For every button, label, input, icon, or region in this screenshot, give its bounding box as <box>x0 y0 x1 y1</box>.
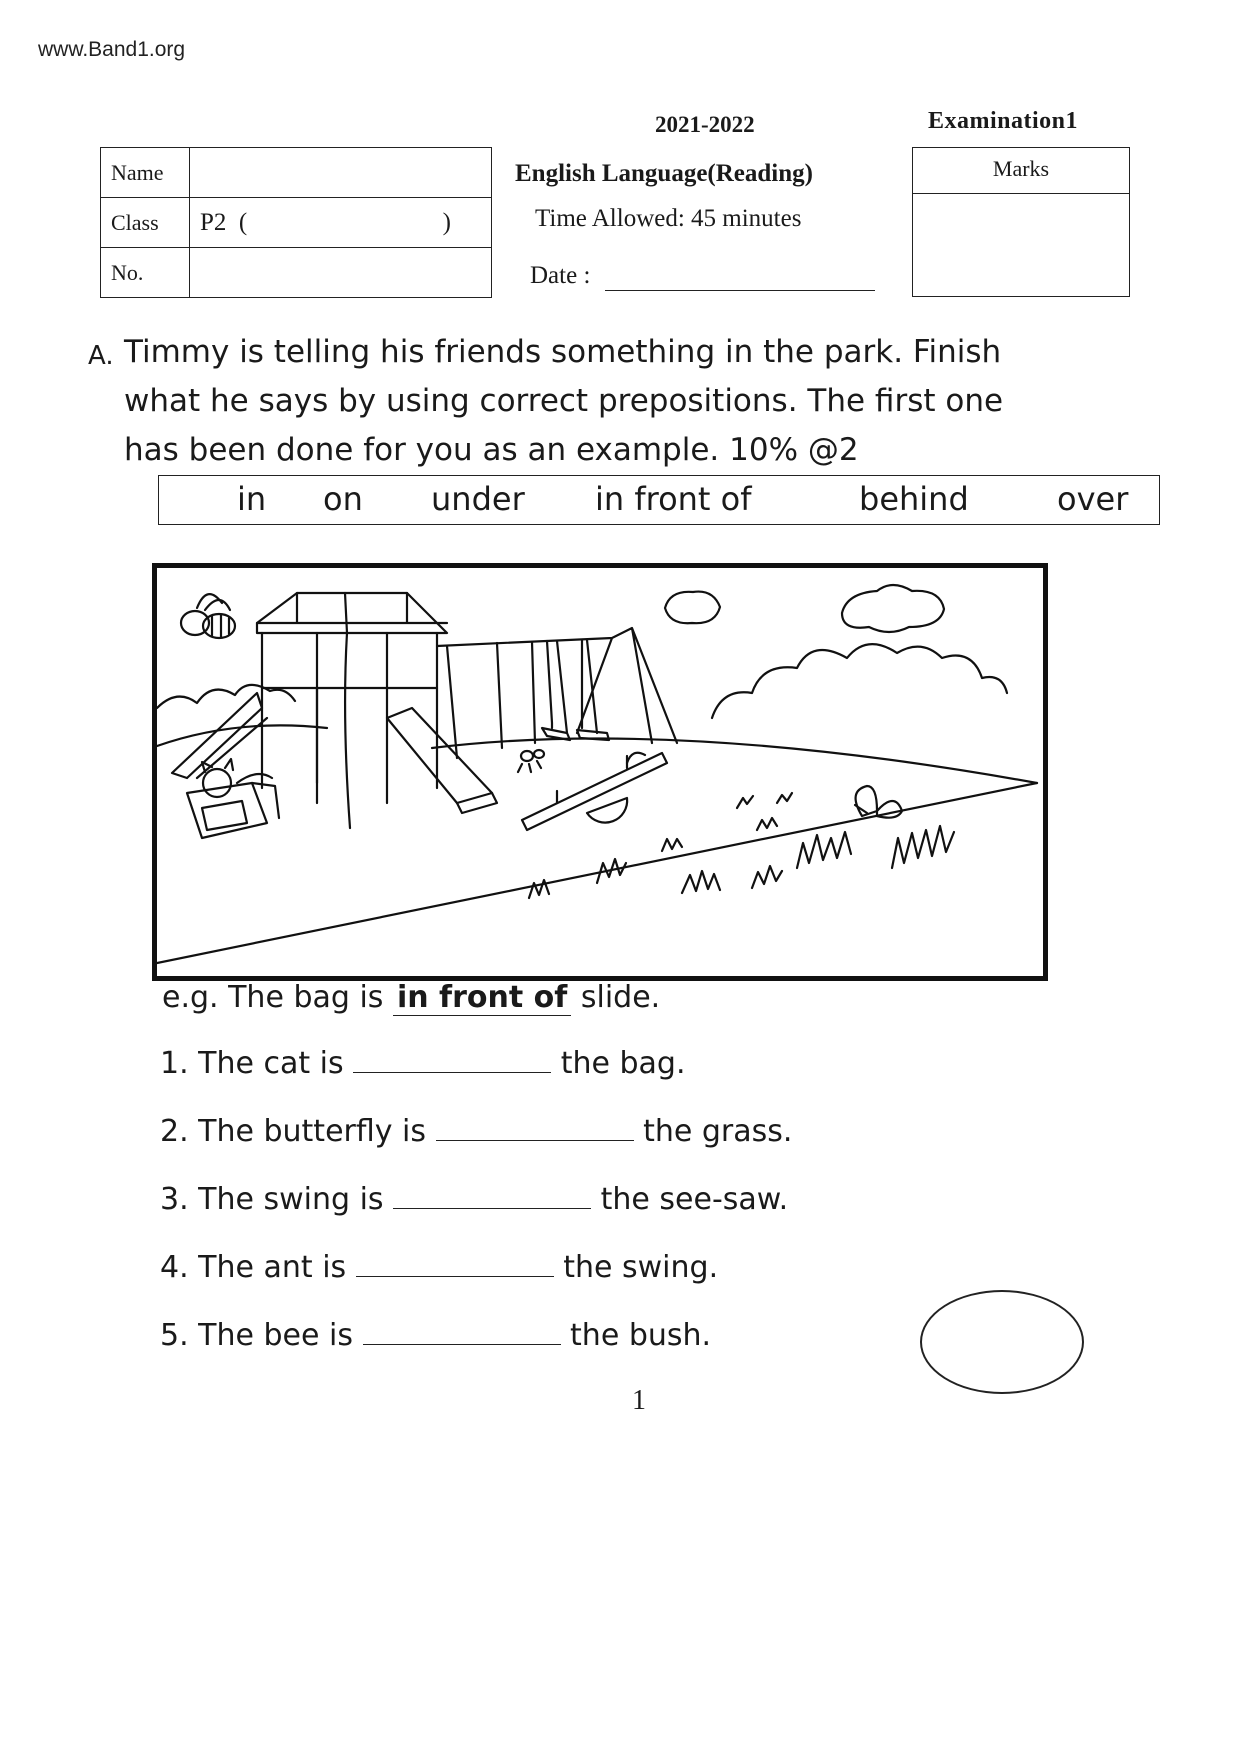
slide-left <box>172 693 262 778</box>
school-year: 2021-2022 <box>655 112 755 137</box>
bag-icon <box>187 783 279 838</box>
roof <box>257 593 447 633</box>
exam-title: Examination1 <box>928 108 1079 134</box>
grass-icon <box>597 859 626 883</box>
marks-box <box>912 147 1130 297</box>
name-field[interactable] <box>190 148 492 198</box>
horizon-line <box>157 725 327 746</box>
grass-icon <box>757 818 777 830</box>
score-oval[interactable] <box>920 1290 1084 1394</box>
cloud-icon <box>842 585 944 632</box>
example-answer: in front of <box>393 980 571 1016</box>
class-label: Class <box>101 198 190 248</box>
word-bank-item: under <box>431 480 525 518</box>
class-row <box>101 198 492 248</box>
park-illustration <box>152 563 1048 981</box>
section-a-instructions <box>88 328 1148 475</box>
answer-blank[interactable] <box>436 1114 634 1141</box>
word-bank <box>158 475 1160 525</box>
class-open-paren: ( <box>238 208 248 236</box>
number-row <box>101 248 492 298</box>
question-5: 5. The bee is the bush. <box>160 1318 712 1353</box>
ant-icon <box>518 750 544 772</box>
page-number: 1 <box>632 1385 646 1416</box>
website-url: www.Band1.org <box>38 38 186 61</box>
answer-blank[interactable] <box>353 1046 551 1073</box>
answer-blank[interactable] <box>356 1250 554 1277</box>
word-bank-item: behind <box>859 480 969 518</box>
word-bank-item: in front of <box>595 480 752 518</box>
question-4: 4. The ant is the swing. <box>160 1250 719 1285</box>
marks-divider <box>913 193 1129 194</box>
date-field[interactable] <box>605 290 875 291</box>
bee-icon <box>181 594 235 638</box>
grass-icon <box>797 832 851 868</box>
instruction-line-2: what he says by using correct prepositions. The first one <box>124 383 1004 419</box>
question-3: 3. The swing is the see-saw. <box>160 1182 789 1217</box>
word-bank-item: on <box>323 480 363 518</box>
see-saw <box>522 753 667 830</box>
example-sentence: e.g. The bag is in front of slide. <box>162 980 661 1015</box>
class-value: P2 <box>200 208 227 236</box>
number-label: No. <box>101 248 190 298</box>
subject-title: English Language(Reading) <box>515 160 813 187</box>
student-info-table <box>100 147 492 298</box>
class-field[interactable] <box>190 198 492 248</box>
time-allowed: Time Allowed: 45 minutes <box>535 205 802 232</box>
marks-label: Marks <box>992 156 1050 181</box>
name-row <box>101 148 492 198</box>
instruction-line-3: has been done for you as an example. 10% @2 <box>124 432 859 468</box>
slide-right <box>387 708 492 803</box>
date-label: Date : <box>530 262 591 289</box>
name-label: Name <box>101 148 190 198</box>
instruction-line-1: A. Timmy is telling his friends something in the park. Finish <box>88 328 1148 377</box>
grass-icon <box>529 880 549 898</box>
rope <box>345 633 350 828</box>
section-letter: A. <box>88 341 114 371</box>
grass-icon <box>682 871 720 893</box>
answer-blank[interactable] <box>363 1318 561 1345</box>
grass-icon <box>752 866 782 888</box>
grass-icon <box>662 839 682 851</box>
class-close-paren: ) <box>442 208 451 236</box>
number-field[interactable] <box>190 248 492 298</box>
answer-blank[interactable] <box>393 1182 591 1209</box>
grass-icon <box>892 826 954 868</box>
bush-right <box>712 644 1007 718</box>
question-1: 1. The cat is the bag. <box>160 1046 686 1081</box>
cloud-icon <box>665 592 720 624</box>
word-bank-item: in <box>237 480 267 518</box>
word-bank-item: over <box>1057 480 1129 518</box>
question-2: 2. The butterfly is the grass. <box>160 1114 793 1149</box>
